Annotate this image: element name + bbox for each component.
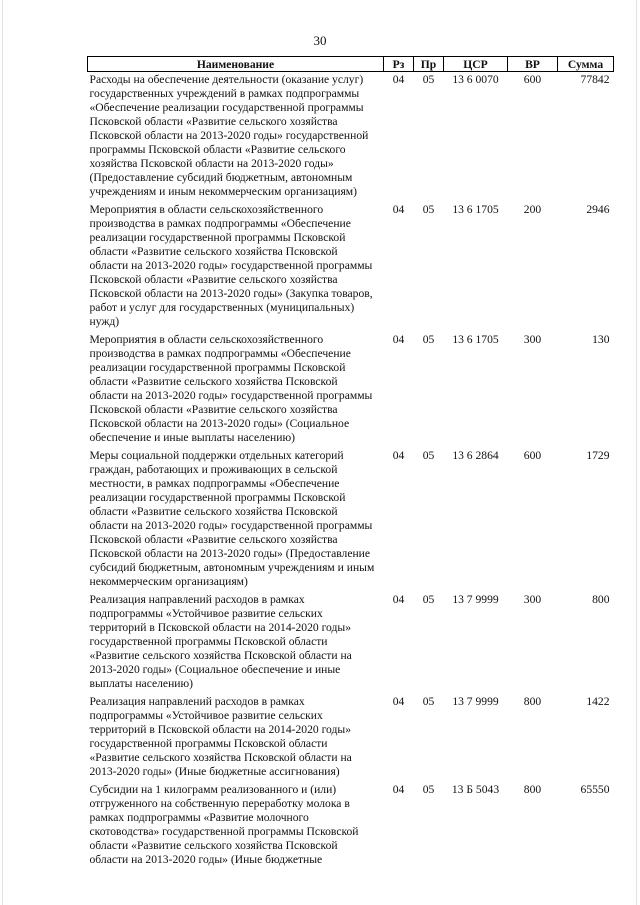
cell-name: Реализация направлений расходов в рамках подпрограммы «Устойчивое развитие сельских территорий в Псковской области на 2014-2020 годы» государственной программы Псковской области «Развитие сельского хозяйства Псковской области на 2013-2020 годы» (Иные бюджетные ассигнования) — [89, 695, 352, 778]
cell-name: Расходы на обеспечение деятельности (оказание услуг) государственных учреждений в рамках подпрограммы «Обеспечение реализации государственной программы Псковской области «Развитие сельского хозяйства Псковской области на 2013-2020 годы» государственной программы Псковской области «Развитие сельского хозяйства Псковской области на 2013-2020 годы» (Предоставление субсидий бюджетным, автономным учреждениям и иным некоммерческим организациям) — [89, 73, 369, 198]
header-sum: Сумма — [558, 57, 614, 72]
cell-rz: 04 — [392, 783, 405, 796]
cell-csr: 13 6 1705 — [452, 203, 499, 216]
cell-pr: 05 — [422, 73, 435, 86]
cell-name: Субсидии на 1 килограмм реализованного и (или) отгруженного на собственную переработку молока в рамках подпрограммы «Развитие молочного скотоводства» государственной программы Псковской области «Развитие сельского хозяйства Псковской области на 2013-2020 годы» (Иные бюджетные — [89, 783, 359, 866]
cell-sum: 130 — [592, 333, 610, 346]
cell-vr: 800 — [523, 695, 542, 708]
cell-vr: 800 — [523, 783, 542, 796]
cell-rz: 04 — [392, 73, 405, 86]
cell-rz: 04 — [392, 593, 405, 606]
cell-csr: 13 Б 5043 — [451, 783, 500, 796]
cell-csr: 13 6 0070 — [452, 73, 499, 86]
cell-pr: 05 — [422, 333, 435, 346]
cell-sum: 1729 — [586, 449, 610, 462]
cell-sum: 800 — [592, 593, 610, 606]
cell-csr: 13 7 9999 — [452, 593, 499, 606]
cell-rz: 04 — [392, 695, 405, 708]
header-rz: Рз — [384, 57, 414, 72]
cell-vr: 200 — [523, 203, 542, 216]
cell-csr: 13 7 9999 — [452, 695, 499, 708]
cell-pr: 05 — [422, 695, 435, 708]
cell-pr: 05 — [422, 593, 435, 606]
table-row — [88, 72, 614, 203]
header-csr: ЦСР — [444, 57, 508, 72]
cell-name: Мероприятия в области сельскохозяйственного производства в рамках подпрограммы «Обеспечение реализации государственной программы Псковской области «Развитие сельского хозяйства Псковской области на 2013-2020 годы» государственной программы Псковской области «Развитие сельского хозяйства Псковской области на 2013-2020 годы» (Социальное обеспечение и иные выплаты населению) — [89, 333, 373, 444]
table-row — [88, 694, 614, 782]
cell-pr: 05 — [422, 449, 435, 462]
cell-vr: 600 — [523, 73, 542, 86]
table-row — [88, 332, 614, 448]
scan-edge-right — [636, 0, 637, 905]
page-number: 30 — [313, 33, 327, 48]
cell-csr: 13 6 2864 — [452, 449, 499, 462]
cell-sum: 1422 — [586, 695, 610, 708]
header-name: Наименование — [88, 57, 384, 72]
cell-sum: 77842 — [580, 73, 610, 86]
cell-rz: 04 — [392, 333, 405, 346]
cell-name: Меры социальной поддержки отдельных категорий граждан, работающих и проживающих в сельской местности, в рамках подпрограммы «Обеспечение реализации государственной программы Псковской области «Развитие сельского хозяйства Псковской области на 2013-2020 годы» государственной программы Псковской области «Развитие сельского хозяйства Псковской области на 2013-2020 годы» (Предоставление субсидий бюджетным, автономным учреждениям и иным некоммерческим организациям) — [89, 449, 375, 588]
header-vr: ВР — [508, 57, 558, 72]
table-header-row — [88, 57, 614, 72]
table-row — [88, 592, 614, 694]
cell-rz: 04 — [392, 203, 405, 216]
table-row — [88, 448, 614, 592]
cell-pr: 05 — [422, 783, 435, 796]
cell-pr: 05 — [422, 203, 435, 216]
cell-csr: 13 6 1705 — [452, 333, 499, 346]
cell-name: Мероприятия в области сельскохозяйственного производства в рамках подпрограммы «Обеспечение реализации государственной программы Псковской области «Развитие сельского хозяйства Псковской области на 2013-2020 годы» государственной программы Псковской области «Развитие сельского хозяйства Псковской области на 2013-2020 годы» (Закупка товаров, работ и услуг для государственных (муниципальных) нужд) — [89, 203, 373, 328]
cell-sum: 65550 — [580, 783, 610, 796]
cell-sum: 2946 — [586, 203, 610, 216]
table-row — [88, 782, 614, 870]
cell-name: Реализация направлений расходов в рамках подпрограммы «Устойчивое развитие сельских территорий в Псковской области на 2014-2020 годы» государственной программы Псковской области «Развитие сельского хозяйства Псковской области на 2013-2020 годы» (Социальное обеспечение и иные выплаты населению) — [89, 593, 352, 690]
cell-vr: 300 — [523, 333, 542, 346]
scan-edge-left — [2, 0, 3, 905]
cell-rz: 04 — [392, 449, 405, 462]
cell-vr: 300 — [523, 593, 542, 606]
cell-vr: 600 — [523, 449, 542, 462]
header-pr: Пр — [414, 57, 444, 72]
budget-table — [87, 56, 614, 870]
table-row — [88, 202, 614, 332]
